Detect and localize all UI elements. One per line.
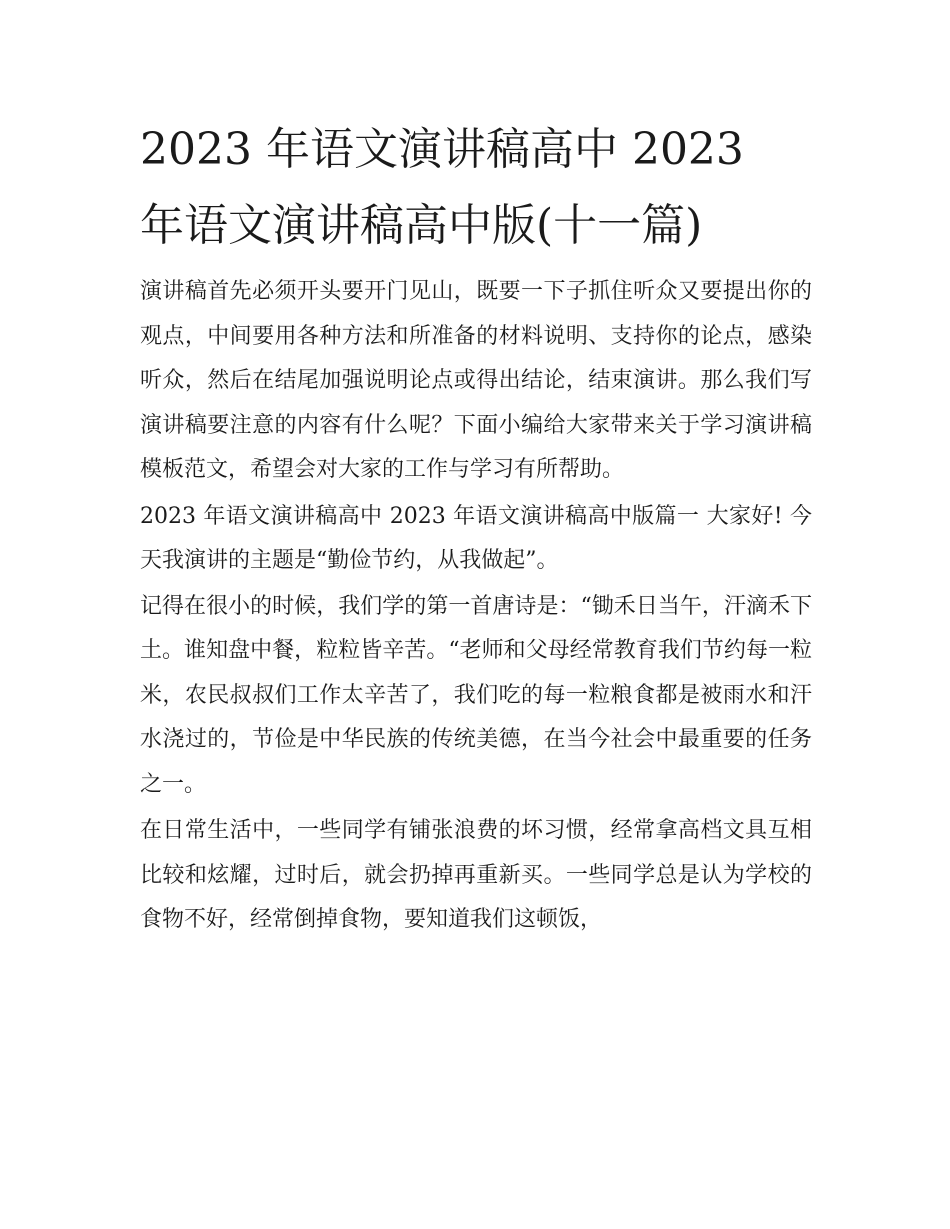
document-body bbox=[140, 112, 812, 945]
section-heading-paragraph: 2023 年语文演讲稿高中 2023 年语文演讲稿高中版篇一 大家好! 今天我演讲的主题是“勤俭节约，从我做起”。 bbox=[140, 503, 812, 573]
body-paragraph: 记得在很小的时候，我们学的第一首唐诗是：“锄禾日当午，汗滴禾下土。谁知盘中餐，粒粒皆辛苦。“老师和父母经常教育我们节约每一粒米，农民叔叔们工作太辛苦了，我们吃的每一粒粮食都是被雨水和汗水浇过的，节俭是中华民族的传统美德，在当今社会中最重要的任务之一。 bbox=[140, 593, 812, 797]
document-title bbox=[140, 112, 812, 264]
title-line-2: 年语文演讲稿高中版(十一篇) bbox=[140, 200, 703, 251]
title-line-1: 2023 年语文演讲稿高中 2023 bbox=[140, 124, 744, 175]
intro-paragraph: 演讲稿首先必须开头要开门见山，既要一下子抓住听众又要提出你的观点，中间要用各种方法和所准备的材料说明、支持你的论点，感染听众，然后在结尾加强说明论点或得出结论，结束演讲。那么我们写演讲稿要注意的内容有什么呢？下面小编给大家带来关于学习演讲稿模板范文，希望会对大家的工作与学习有所帮助。 bbox=[140, 279, 812, 482]
body-paragraph: 在日常生活中，一些同学有铺张浪费的坏习惯，经常拿高档文具互相比较和炫耀，过时后，就会扔掉再重新买。一些同学总是认为学校的食物不好，经常倒掉食物，要知道我们这顿饭， bbox=[140, 818, 812, 932]
